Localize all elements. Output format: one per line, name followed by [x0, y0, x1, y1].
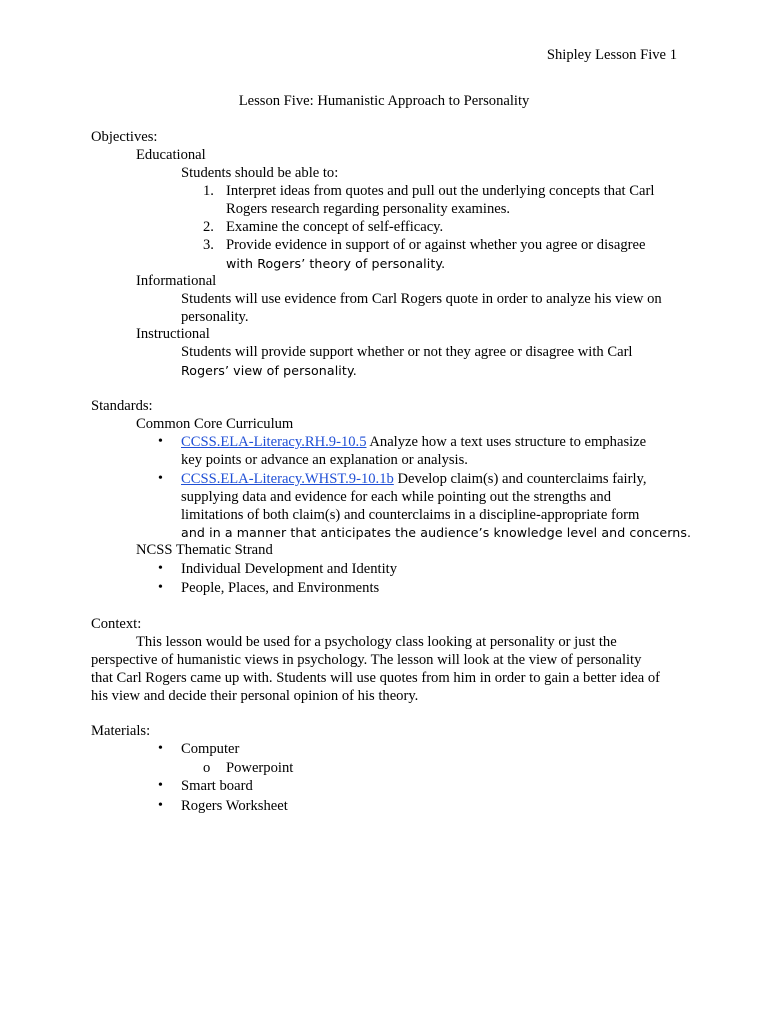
informational-text-continuation: personality. [181, 309, 249, 325]
bullet-icon: • [158, 741, 163, 756]
bullet-icon: • [158, 778, 163, 793]
bullet-icon: • [158, 561, 163, 576]
standard-item-continuation: and in a manner that anticipates the audience’s knowledge level and concerns. [181, 525, 692, 540]
materials-subitem: Powerpoint [226, 760, 294, 776]
list-item-continuation: with Rogers’ theory of personality. [226, 256, 446, 271]
standard-description: Develop claim(s) and counterclaims fairly, [393, 471, 647, 487]
list-item: Provide evidence in support of or against whether you agree or disagree [226, 237, 646, 253]
informational-label: Informational [136, 273, 217, 289]
bullet-icon: • [158, 471, 163, 486]
list-number: 3. [203, 237, 214, 253]
standard-link-rh[interactable]: CCSS.ELA-Literacy.RH.9-10.5 [181, 434, 367, 450]
running-head: Shipley Lesson Five 1 [546, 47, 677, 63]
instructional-label: Instructional [136, 326, 210, 342]
standard-item-continuation: limitations of both claim(s) and counterclaims in a discipline-appropriate form [181, 507, 640, 523]
informational-text: Students will use evidence from Carl Rogers quote in order to analyze his view on [181, 291, 662, 307]
standards-heading: Standards: [91, 398, 153, 414]
context-paragraph-line: perspective of humanistic views in psychology. The lesson will look at the view of personality [91, 652, 642, 668]
materials-item: Smart board [181, 778, 253, 794]
context-paragraph-line: his view and decide their personal opinion of his theory. [91, 688, 419, 704]
standard-link-whst[interactable]: CCSS.ELA-Literacy.WHST.9-10.1b [181, 471, 394, 487]
instructional-text-continuation: Rogers’ view of personality. [181, 363, 357, 378]
standard-item [181, 433, 646, 451]
instructional-text: Students will provide support whether or not they agree or disagree with Carl [181, 344, 633, 360]
materials-heading: Materials: [91, 723, 151, 739]
sub-bullet-marker: o [203, 760, 211, 776]
list-item: Interpret ideas from quotes and pull out the underlying concepts that Carl [226, 183, 655, 199]
page-title: Lesson Five: Humanistic Approach to Personality [238, 93, 530, 109]
materials-item: Rogers Worksheet [181, 798, 288, 814]
list-number: 2. [203, 219, 214, 235]
objectives-heading: Objectives: [91, 129, 158, 145]
ncss-item: People, Places, and Environments [181, 580, 380, 596]
common-core-label: Common Core Curriculum [136, 416, 294, 432]
context-paragraph-line: This lesson would be used for a psychology class looking at personality or just the [136, 634, 617, 650]
educational-label: Educational [136, 147, 206, 163]
list-item-continuation: Rogers research regarding personality examines. [226, 201, 511, 217]
context-paragraph-line: that Carl Rogers came up with. Students will use quotes from him in order to gain a better idea of [91, 670, 661, 686]
context-heading: Context: [91, 616, 142, 632]
standard-item-continuation: supplying data and evidence for each while pointing out the strengths and [181, 489, 611, 505]
standard-description: Analyze how a text uses structure to emphasize [366, 434, 647, 450]
ncss-item: Individual Development and Identity [181, 561, 398, 577]
materials-item: Computer [181, 741, 240, 757]
list-number: 1. [203, 183, 214, 199]
standard-item-continuation: key points or advance an explanation or analysis. [181, 452, 468, 468]
bullet-icon: • [158, 434, 163, 449]
bullet-icon: • [158, 580, 163, 595]
educational-intro: Students should be able to: [181, 165, 339, 181]
list-item: Examine the concept of self-efficacy. [226, 219, 444, 235]
standard-item [181, 470, 647, 488]
bullet-icon: • [158, 798, 163, 813]
ncss-label: NCSS Thematic Strand [136, 542, 273, 558]
